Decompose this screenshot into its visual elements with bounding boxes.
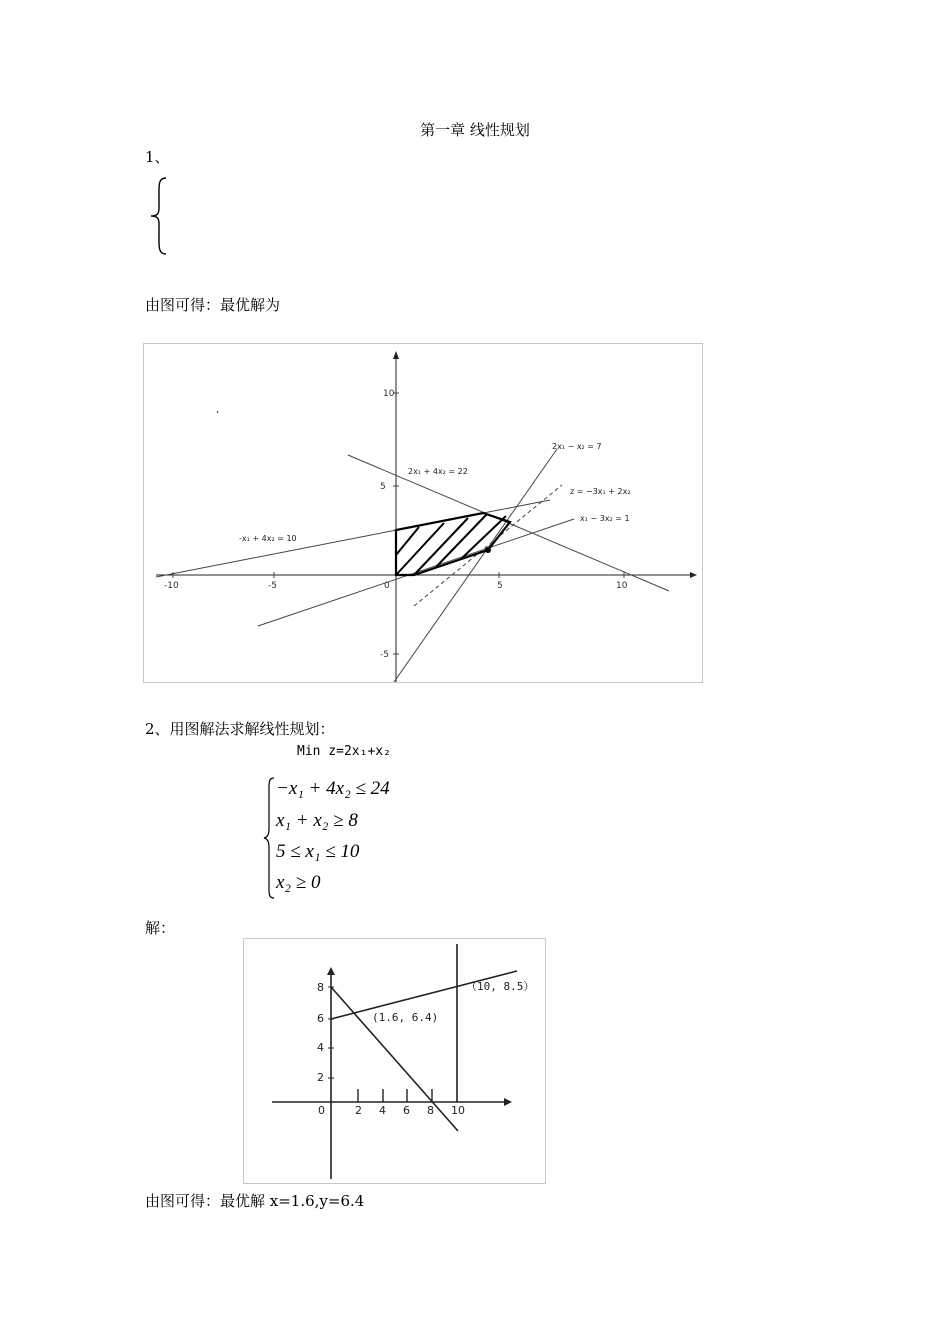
fig1-x-arrow [690,572,697,578]
fig2-tick-y-4: 4 [317,1041,324,1054]
question-2-heading: 2、用图解法求解线性规划： [145,720,335,738]
constraint-3: 5 ≤ x₁ ≤ 10 [276,841,360,862]
fig1-feasible-region [396,513,510,575]
question-2-conclusion: 由图可得：最优解 x=1.6,y=6.4 [145,1192,365,1210]
fig1-label-l3: 2x₁ − x₂ = 7 [552,442,602,451]
constraint-4: x₂ ≥ 0 [276,872,321,893]
fig1-tick-x-10: 10 [616,581,628,591]
fig2-tick-x-2: 2 [355,1104,362,1117]
constraints-brace-icon [262,776,276,900]
question-1-conclusion: 由图可得：最优解为 [145,296,281,314]
fig2-x-arrow [504,1098,512,1106]
fig2-line-x1-plus-x2 [331,987,458,1131]
fig1-line-l1 [156,500,550,577]
fig1-tick-x-neg5: -5 [268,581,277,591]
fig2-label-point-b: （10, 8.5） [466,980,535,993]
fig2-tick-x-8: 8 [427,1104,434,1117]
fig1-y-arrow [393,351,399,359]
fig2-tick-y-8: 8 [317,981,324,994]
figure-1 [143,343,703,683]
fig1-tick-x-neg10: -10 [164,581,179,591]
question-2-objective: Min z=2x₁+x₂ [297,744,391,759]
fig2-tick-x-10: 10 [451,1104,465,1117]
fig1-line-l4 [414,485,562,606]
fig1-tick-x-0: 0 [384,581,390,591]
figure-2-plot [244,939,545,1183]
fig1-hatching [396,514,506,575]
fig1-optimal-point [485,547,491,553]
fig1-tick-y-5: 5 [380,482,386,492]
fig2-label-point-a: (1.6, 6.4) [372,1011,439,1024]
constraint-2: x₁ + x₂ ≥ 8 [276,810,358,831]
fig1-tick-y-neg5: -5 [380,650,389,660]
fig2-y-arrow [327,967,335,975]
fig2-tick-x-6: 6 [403,1104,410,1117]
fig1-tick-y-10: 10 [383,389,395,399]
question-1-number: 1、 [145,148,170,166]
fig2-tick-y-6: 6 [317,1012,324,1025]
figure-1-plot [144,344,702,682]
fig2-tick-x-0: 0 [318,1104,325,1117]
figure-2 [243,938,546,1184]
fig1-tick-x-5: 5 [497,581,503,591]
fig2-tick-y-2: 2 [317,1071,324,1084]
solution-label: 解： [145,919,176,937]
fig1-label-l4: z = −3x₁ + 2x₂ [570,487,631,496]
constraint-1: −x₁ + 4x₂ ≤ 24 [276,778,390,799]
fig1-label-l5: x₁ − 3x₂ = 1 [580,514,630,523]
brace-icon [148,176,172,256]
fig1-label-l2: 2x₁ + 4x₂ = 22 [408,467,468,476]
page-title: 第一章 线性规划 [420,121,530,139]
fig1-label-l1: -x₁ + 4x₂ = 10 [239,534,297,543]
fig2-tick-x-4: 4 [379,1104,386,1117]
fig1-line-l3 [394,449,557,682]
